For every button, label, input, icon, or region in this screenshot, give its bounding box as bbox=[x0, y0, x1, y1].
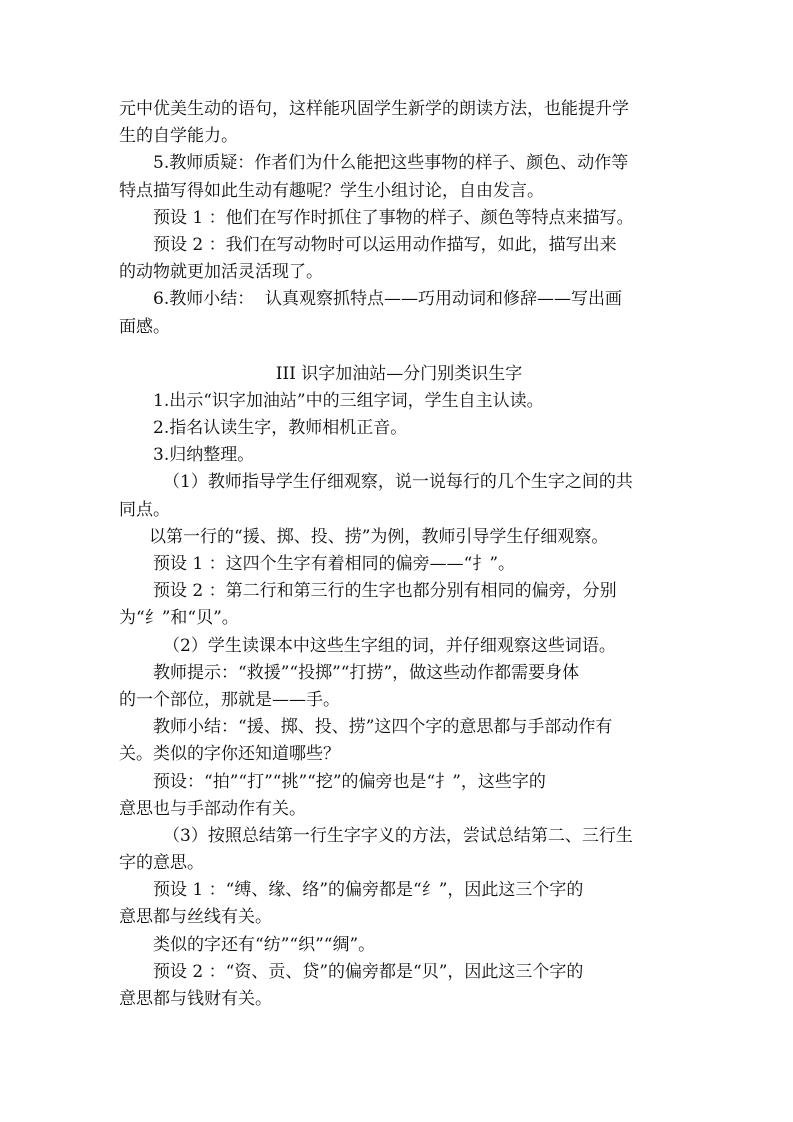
paragraph-line: 预设 2 ：“资、贡、贷”的偏旁都是“贝”，因此这三个字的 bbox=[153, 961, 584, 982]
paragraph-line: 元中优美生动的语句，这样能巩固学生新学的朗读方法，也能提升学 bbox=[119, 99, 629, 119]
paragraph-line: 3.归纳整理。 bbox=[153, 445, 255, 466]
paragraph-line: 预设 1 ：这四个生字有着相同的偏旁——“扌”。 bbox=[153, 554, 516, 574]
paragraph-line: 的一个部位，那就是——手。 bbox=[119, 689, 340, 710]
paragraph-line: 意思都与钱财有关。 bbox=[119, 989, 272, 1009]
section-heading: III 识字加油站—分门别类识生字 bbox=[275, 363, 523, 384]
paragraph-line: 5.教师质疑：作者们为什么能把这些事物的样子、颜色、动作等 bbox=[153, 153, 629, 174]
paragraph-line: 字的意思。 bbox=[119, 853, 204, 874]
paragraph-line: 预设 2 ：我们在写动物时可以运用动作描写，如此，描写出来 bbox=[153, 234, 617, 255]
paragraph-line: 类似的字还有“纺”“织”“绸”。 bbox=[153, 934, 376, 955]
spacer bbox=[119, 341, 679, 361]
paragraph-line: 预设：“拍”“打”“挑”“挖”的偏旁也是“扌”，这些字的 bbox=[153, 771, 546, 792]
paragraph-line: 意思也与手部动作有关。 bbox=[119, 798, 306, 819]
paragraph-line: 的动物就更加活灵活现了。 bbox=[119, 262, 323, 283]
paragraph-line: 为“纟”和“贝”。 bbox=[119, 608, 239, 629]
paragraph-line: 教师小结：“援、掷、投、捞”这四个字的意思都与手部动作有 bbox=[153, 717, 613, 738]
paragraph-line: （3）按照总结第一行生字字义的方法，尝试总结第二、三行生 bbox=[163, 825, 633, 846]
document-body bbox=[119, 96, 679, 1013]
paragraph-line: 生的自学能力。 bbox=[119, 126, 238, 147]
paragraph-line: 同点。 bbox=[119, 499, 170, 520]
paragraph-line: 预设 2 ：第二行和第三行的生字也都分别有相同的偏旁，分别 bbox=[153, 581, 617, 602]
paragraph-line: 面感。 bbox=[119, 316, 170, 337]
paragraph-line: 预设 1 ：他们在写作时抓住了事物的样子、颜色等特点来描写。 bbox=[153, 207, 634, 228]
paragraph-line: 预设 1 ：“缚、缘、络”的偏旁都是“纟”，因此这三个字的 bbox=[153, 880, 584, 901]
paragraph-line: 教师提示：“救援”“投掷”“打捞”，做这些动作都需要身体 bbox=[153, 662, 580, 683]
paragraph-line: 2.指名认读生字，教师相机正音。 bbox=[153, 418, 408, 439]
paragraph-line: 意思都与丝线有关。 bbox=[119, 907, 272, 928]
paragraph-line: 关。类似的字你还知道哪些？ bbox=[119, 744, 340, 765]
paragraph-line: 6.教师小结： 认真观察抓特点——巧用动词和修辞——写出画 bbox=[153, 289, 623, 310]
paragraph-line: （1）教师指导学生仔细观察，说一说每行的几个生字之间的共 bbox=[163, 472, 633, 493]
paragraph-line: 特点描写得如此生动有趣呢？学生小组讨论，自由发言。 bbox=[119, 180, 544, 201]
paragraph-line: 1.出示“识字加油站”中的三组字词，学生自主认读。 bbox=[153, 390, 544, 411]
paragraph-line: （2）学生读课本中这些生字组的词，并仔细观察这些词语。 bbox=[163, 635, 616, 656]
paragraph-line: 以第一行的“援、掷、投、捞”为例，教师引导学生仔细观察。 bbox=[149, 526, 609, 547]
